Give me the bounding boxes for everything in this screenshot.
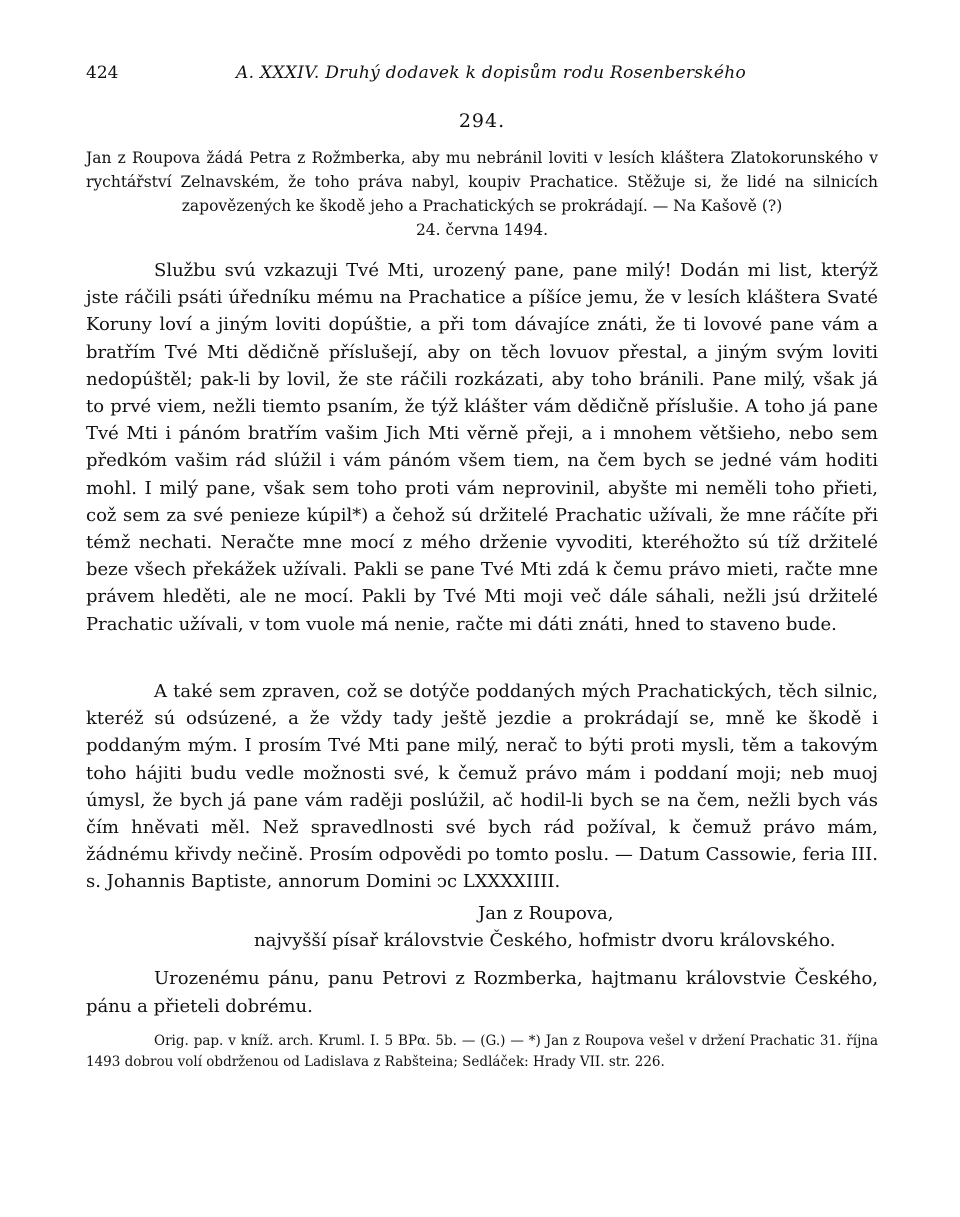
editorial-notes: Orig. pap. v kníž. arch. Kruml. I. 5 BPα. 5b. — (G.) — *) Jan z Roupova vešel v držení Prachatic 31. října 1493 dobrou volí obdrženou od Ladislava z Rabšteina; Sedláček: Hrady VII. str. 226.: [86, 1033, 878, 1070]
page-number: 424: [86, 63, 119, 83]
letter-paragraph-2: A také sem zpraven, což se dotýče poddaných mých Prachatických, těch silnic, kteréž sú odsúzené, a že vždy tady ještě jezdie a prokrádají se, mně ke škodě i poddaným mým. I prosím Tvé Mti pane milý, nerač to býti proti mysli, těm a takovým toho hájiti budu vedle možnosti své, k čemuž právo mám i poddaní moji; neb muoj úmysl, že bych já pane vám raději poslúžil, ač hodil-li bych se na čem, nežli bych vás čím hněvati měl. Než spravedlnosti své bych rád požíval, k čemuž právo mám, žádnému křivdy nečině. Prosím odpovědi po tomto poslu. — Datum Cassowie, feria III. s. Johannis Baptiste, annorum Domini ↄc LXXXXIIII.: [86, 681, 878, 893]
document-number: 294.: [458, 110, 506, 132]
document-date: 24. června 1494.: [415, 221, 549, 239]
signature-name: Jan z Roupova,: [478, 903, 614, 924]
signature-title: najvyšší písař královstvie Českého, hofmistr dvoru královského.: [254, 930, 836, 951]
letter-paragraph-1: Službu svú vzkazuji Tvé Mti, urozený pane, pane milý! Dodán mi list, kterýž jste ráčili psáti úředníku mému na Prachatice a píšíce jemu, že v lesích kláštera Svaté Koruny loví a jiným loviti dopúštie, a při tom dávajíce znáti, že ti lovové pane vám a bratřím Tvé Mti dědičně příslušejí, aby on těch lovuov přestal, a jiným svým loviti nedopúštěl; pak-li by lovil, že ste ráčili rozkázati, aby toho bránili. Pane milý, však já to prvé viem, nežli tiemto psaním, že týž klášter vám dědičně příslušie. A toho já pane Tvé Mti i pánóm bratřím vašim Jich Mti věrně přeji, a i mnohem většieho, nebo sem předkóm vašim rád slúžil i vám pánóm všem tiem, na čem bych se jedné vám hoditi mohl. I milý pane, však sem toho proti vám neprovinil, abyšte mi neměli toho přieti, což sem za své penieze kúpil*) a čehož sú držitelé Prachatic užívali, že mne ráčíte při témž nechati. Neračte mne mocí z mého drženie vyvoditi, kteréhožto sú tíž držitelé beze všech překážek užívali. Pakli se pane Tvé Mti zdá k čemu právo mieti, račte mne právem hleděti, ale ne mocí. Pakli by Tvé Mti moji več dále sáhali, nežli jsú držitelé Prachatic užívali, v tom vuole má nenie, račte mi dáti znáti, hned to staveno bude.: [86, 260, 878, 635]
running-head: [86, 63, 878, 87]
letter-address: Urozenému pánu, panu Petrovi z Rozmberka, hajtmanu královstvie Českého, pánu a přieteli dobrému.: [86, 968, 878, 1017]
document-regest: Jan z Roupova žádá Petra z Rožmberka, aby mu nebránil loviti v lesích kláštera Zlatokorunského v rychtářství Zelnavském, že toho práva nabyl, koupiv Prachatice. Stěžuje si, že lidé na silnicích zapovězených ke škodě jeho a Prachatických se prokrádají. — Na Kašově (?): [86, 149, 878, 215]
running-title: A. XXXIV. Druhý dodavek k dopisům rodu Rosenberského: [236, 63, 747, 83]
